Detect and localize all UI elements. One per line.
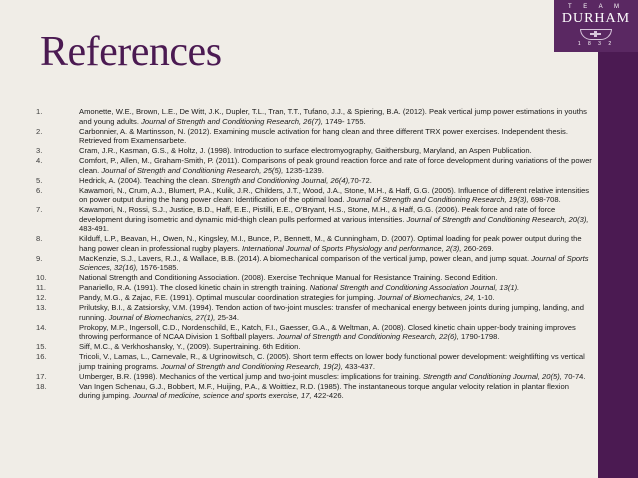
reference-pages: 1-10.: [475, 293, 495, 302]
reference-number: 18.: [36, 381, 47, 391]
reference-body: Comfort, P., Allen, M., Graham-Smith, P. (2011). Comparisons of peak ground reaction force and rate of force development during variations of the power clean.: [79, 156, 592, 175]
reference-number: 3.: [36, 146, 43, 155]
reference-pages: 698-708.: [528, 195, 561, 204]
reference-journal: Journal of Strength and Conditioning Research, 22(6),: [276, 332, 459, 341]
reference-number: 14.: [36, 322, 47, 332]
reference-journal: Strength and Conditioning Journal, 20(5),: [422, 371, 562, 381]
reference-pages: 433-437.: [342, 361, 375, 371]
reference-body: Panariello, R.A. (1991). The closed kinetic chain in strength training.: [79, 283, 310, 292]
reference-text: [79, 127, 592, 146]
reference-text: [79, 342, 592, 352]
reference-item: [36, 156, 592, 175]
reference-body: Umberger, B.R. (1998). Mechanics of the vertical jump and two-joint muscles: implications for training.: [79, 371, 423, 381]
reference-body: Prokopy, M.P., Ingersoll, C.D., Nordenschild, E., Katch, F.I., Gaesser, G.A., & Weltman, A. (2008). Closed kinetic chain upper-body training improves throwing performance of NCAA Division 1 Softball players.: [79, 322, 576, 341]
reference-body: Cram, J.R., Kasman, G.S., & Holtz, J. (1998). Introduction to surface electromyography, Gaithersburg, Maryland, an Aspen Publication.: [79, 146, 532, 155]
reference-journal: Journal of Sports Sciences, 32(16),: [79, 253, 589, 272]
reference-number: 5.: [36, 175, 43, 185]
reference-item: [36, 107, 592, 126]
reference-body: National Strength and Conditioning Association. (2008). Exercise Technique Manual for Resistance Training. Second Edition.: [79, 273, 498, 282]
reference-number: 12.: [36, 293, 47, 302]
reference-body: Tricoli, V., Lamas, L., Carnevale, R., & Ugrinowitsch, C. (2005). Short term effects on lower body functional power development: weightlifting vs vertical jump training programs.: [79, 352, 585, 371]
reference-journal: International Journal of Sports Physiology and performance, 2(3),: [241, 243, 462, 253]
reference-journal: Journal of medicine, science and sports exercise, 17,: [133, 391, 312, 400]
reference-item: [36, 205, 592, 234]
reference-pages: 422-426.: [311, 391, 344, 400]
reference-journal: Journal of Strength and Conditioning Research, 25(5),: [101, 165, 284, 175]
reference-pages: 70-72.: [350, 175, 372, 185]
reference-body: Kawamori, N., Crum, A.J., Blumert, P.A., Kulik, J.R., Childers, J.T., Wood, J.A., Stone, M.H., & Haff, G.G. (2005). Influence of different relative intensities on power output during the hang power clean: Identification of the optimal load.: [79, 185, 590, 204]
reference-pages: 260-269.: [461, 243, 494, 253]
logo-name-text: DURHAM: [561, 11, 631, 26]
reference-number: 11.: [36, 283, 46, 292]
reference-number: 2.: [36, 126, 43, 136]
reference-journal: Journal of Biomechanics, 24,: [377, 293, 476, 302]
crest-icon: [580, 29, 612, 40]
reference-item: [36, 186, 592, 205]
reference-number: 16.: [36, 352, 47, 361]
reference-pages: 483-491.: [79, 224, 109, 233]
reference-text: [79, 303, 592, 322]
reference-item: [36, 254, 592, 273]
reference-item: [36, 342, 592, 352]
reference-body: Kawamori, N., Rossi, S.J., Justice, B.D., Haff, E.E., Pistilli, E.E., O’Bryant, H.S., Stone, M.H., & Haff, G.G. (2006). Peak force and rate of force development during isometric and dynamic mid-thigh clean pulls performed at various intensities.: [79, 205, 556, 224]
reference-text: [79, 107, 592, 126]
reference-number: 8.: [36, 234, 43, 243]
reference-text: [79, 186, 592, 205]
reference-journal: Journal of Strength and Conditioning Research, 19(3),: [346, 195, 529, 204]
reference-item: [36, 146, 592, 156]
reference-body: Van Ingen Schenau, G.J., Bobbert, M.F., Huijing, P.A., & Woittiez, R.D. (1985). The instantaneous torque angular velocity relation in plantar flexion during jumping.: [79, 381, 569, 400]
reference-body: Siff, M.C., & Verkhoshansky, Y., (2009). Supertraining. 6th Edition.: [79, 342, 301, 351]
reference-item: [36, 382, 592, 401]
reference-journal: Journal of Strength and Conditioning Research, 26(7),: [141, 116, 324, 126]
reference-text: [79, 176, 592, 186]
reference-number: 9.: [36, 253, 43, 263]
reference-item: [36, 293, 592, 303]
reference-body: MacKenzie, S.J., Lavers, R.J., & Wallace, B.B. (2014). A biomechanical comparison of the vertical jump, power clean, and jump squat.: [79, 253, 532, 263]
reference-pages: 25-34.: [215, 312, 240, 322]
reference-text: [79, 234, 592, 253]
reference-journal: Journal of Strength and Conditioning Research, 19(2),: [160, 361, 343, 371]
reference-pages: 1576-1585.: [138, 263, 179, 272]
reference-number: 15.: [36, 342, 47, 351]
reference-item: [36, 273, 592, 283]
logo-team-text: T E A M: [568, 4, 624, 10]
reference-text: [79, 382, 592, 401]
reference-pages: 1749- 1755.: [323, 116, 366, 126]
reference-text: [79, 146, 592, 156]
reference-text: [79, 372, 592, 382]
reference-journal: Journal of Strength and Conditioning Research, 20(3),: [406, 214, 589, 224]
reference-text: [79, 293, 592, 303]
reference-text: [79, 156, 592, 175]
sidebar-bar: [598, 0, 638, 478]
reference-text: [79, 283, 592, 293]
reference-item: [36, 323, 592, 342]
reference-text: [79, 352, 592, 371]
page-title: References: [40, 29, 222, 75]
reference-number: 4.: [36, 156, 43, 165]
reference-item: [36, 176, 592, 186]
reference-number: 1.: [36, 107, 43, 116]
reference-body: Carbonnier, A. & Martinsson, N. (2012). Examining muscle activation for hang clean and three different TRX power exercises. Independent thesis. Retrieved from Examensarbete.: [79, 126, 568, 145]
reference-text: [79, 205, 592, 234]
reference-item: [36, 372, 592, 382]
reference-text: [79, 273, 592, 283]
reference-body: Amonette, W.E., Brown, L.E., De Witt, J.K., Dupler, T.L., Tran, T.T., Tufano, J.J., & Spiering, B.A. (2012). Peak vertical jump power estimations in youths and young adults.: [79, 107, 587, 126]
reference-number: 6.: [36, 185, 43, 195]
reference-item: [36, 234, 592, 253]
reference-item: [36, 352, 592, 371]
reference-item: [36, 127, 592, 146]
durham-logo: [554, 0, 638, 52]
logo-year-text: 1 8 3 2: [577, 41, 615, 47]
reference-journal: Strength and Conditioning Journal, 26(4),: [211, 175, 351, 185]
reference-list: [36, 107, 592, 401]
reference-number: 13.: [36, 303, 47, 312]
reference-text: [79, 254, 592, 273]
reference-body: Hedrick, A. (2004). Teaching the clean.: [79, 175, 212, 185]
reference-pages: 70-74.: [561, 371, 586, 381]
reference-number: 10.: [36, 273, 47, 282]
reference-text: [79, 323, 592, 342]
reference-body: Kilduff, L.P., Beavan, H., Owen, N., Kingsley, M.I., Bunce, P., Bennett, M., & Cunningham, D. (2007). Optimal loading for peak power output during the hang power clean in professional rugby players.: [79, 234, 582, 253]
reference-number: 7.: [36, 205, 43, 214]
reference-item: [36, 303, 592, 322]
reference-number: 17.: [36, 371, 47, 381]
reference-body: Pandy, M.G., & Zajac, F.E. (1991). Optimal muscular coordination strategies for jumping.: [79, 293, 378, 302]
reference-pages: 1790-1798.: [458, 332, 500, 341]
reference-item: [36, 283, 592, 293]
reference-body: Prilutsky, B.I., & Zatsiorsky, V.M. (1994). Tendon action of two-joint muscles: transfer of mechanical energy between joints during jumping, landing, and running.: [79, 303, 584, 322]
reference-journal: Journal of Biomechanics, 27(1),: [108, 312, 216, 322]
reference-pages: 1235-1239.: [283, 165, 324, 175]
reference-journal: National Strength and Conditioning Association Journal, 13(1).: [309, 283, 520, 292]
